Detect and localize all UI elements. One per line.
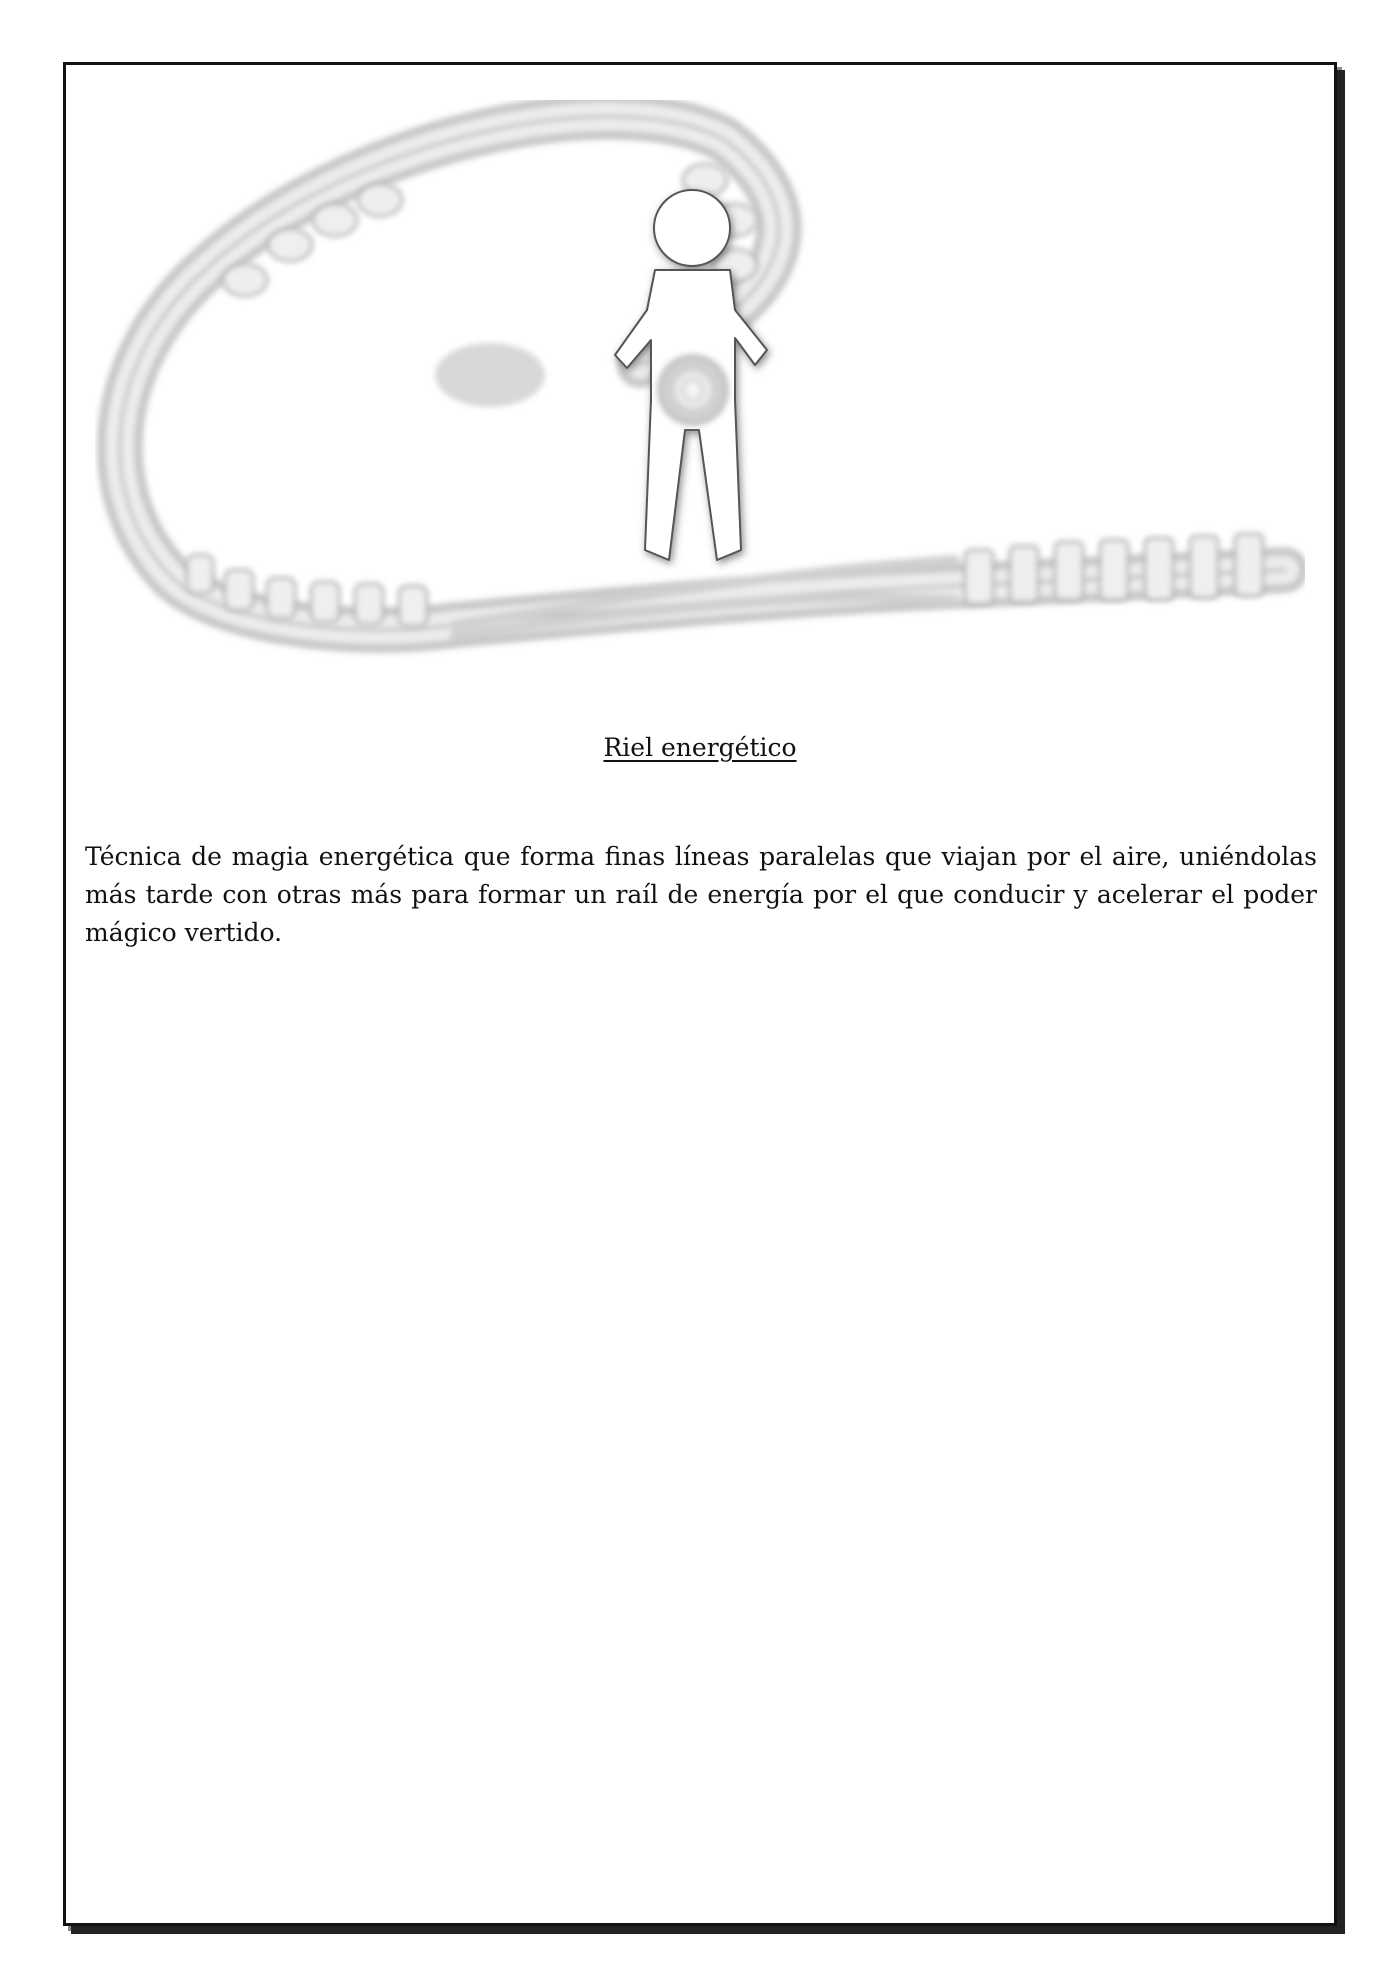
body-paragraph: Técnica de magia energética que forma finas líneas paralelas que viajan por el aire, uniéndolas más tarde con otras más para formar un raíl de energía por el que conducir y acelerar el poder mágico vertido. (85, 842, 1317, 947)
energy-core (657, 354, 729, 426)
energy-rail-illustration (95, 100, 1305, 710)
figure-caption: Riel energético (603, 733, 797, 762)
energy-cloud (435, 343, 545, 407)
